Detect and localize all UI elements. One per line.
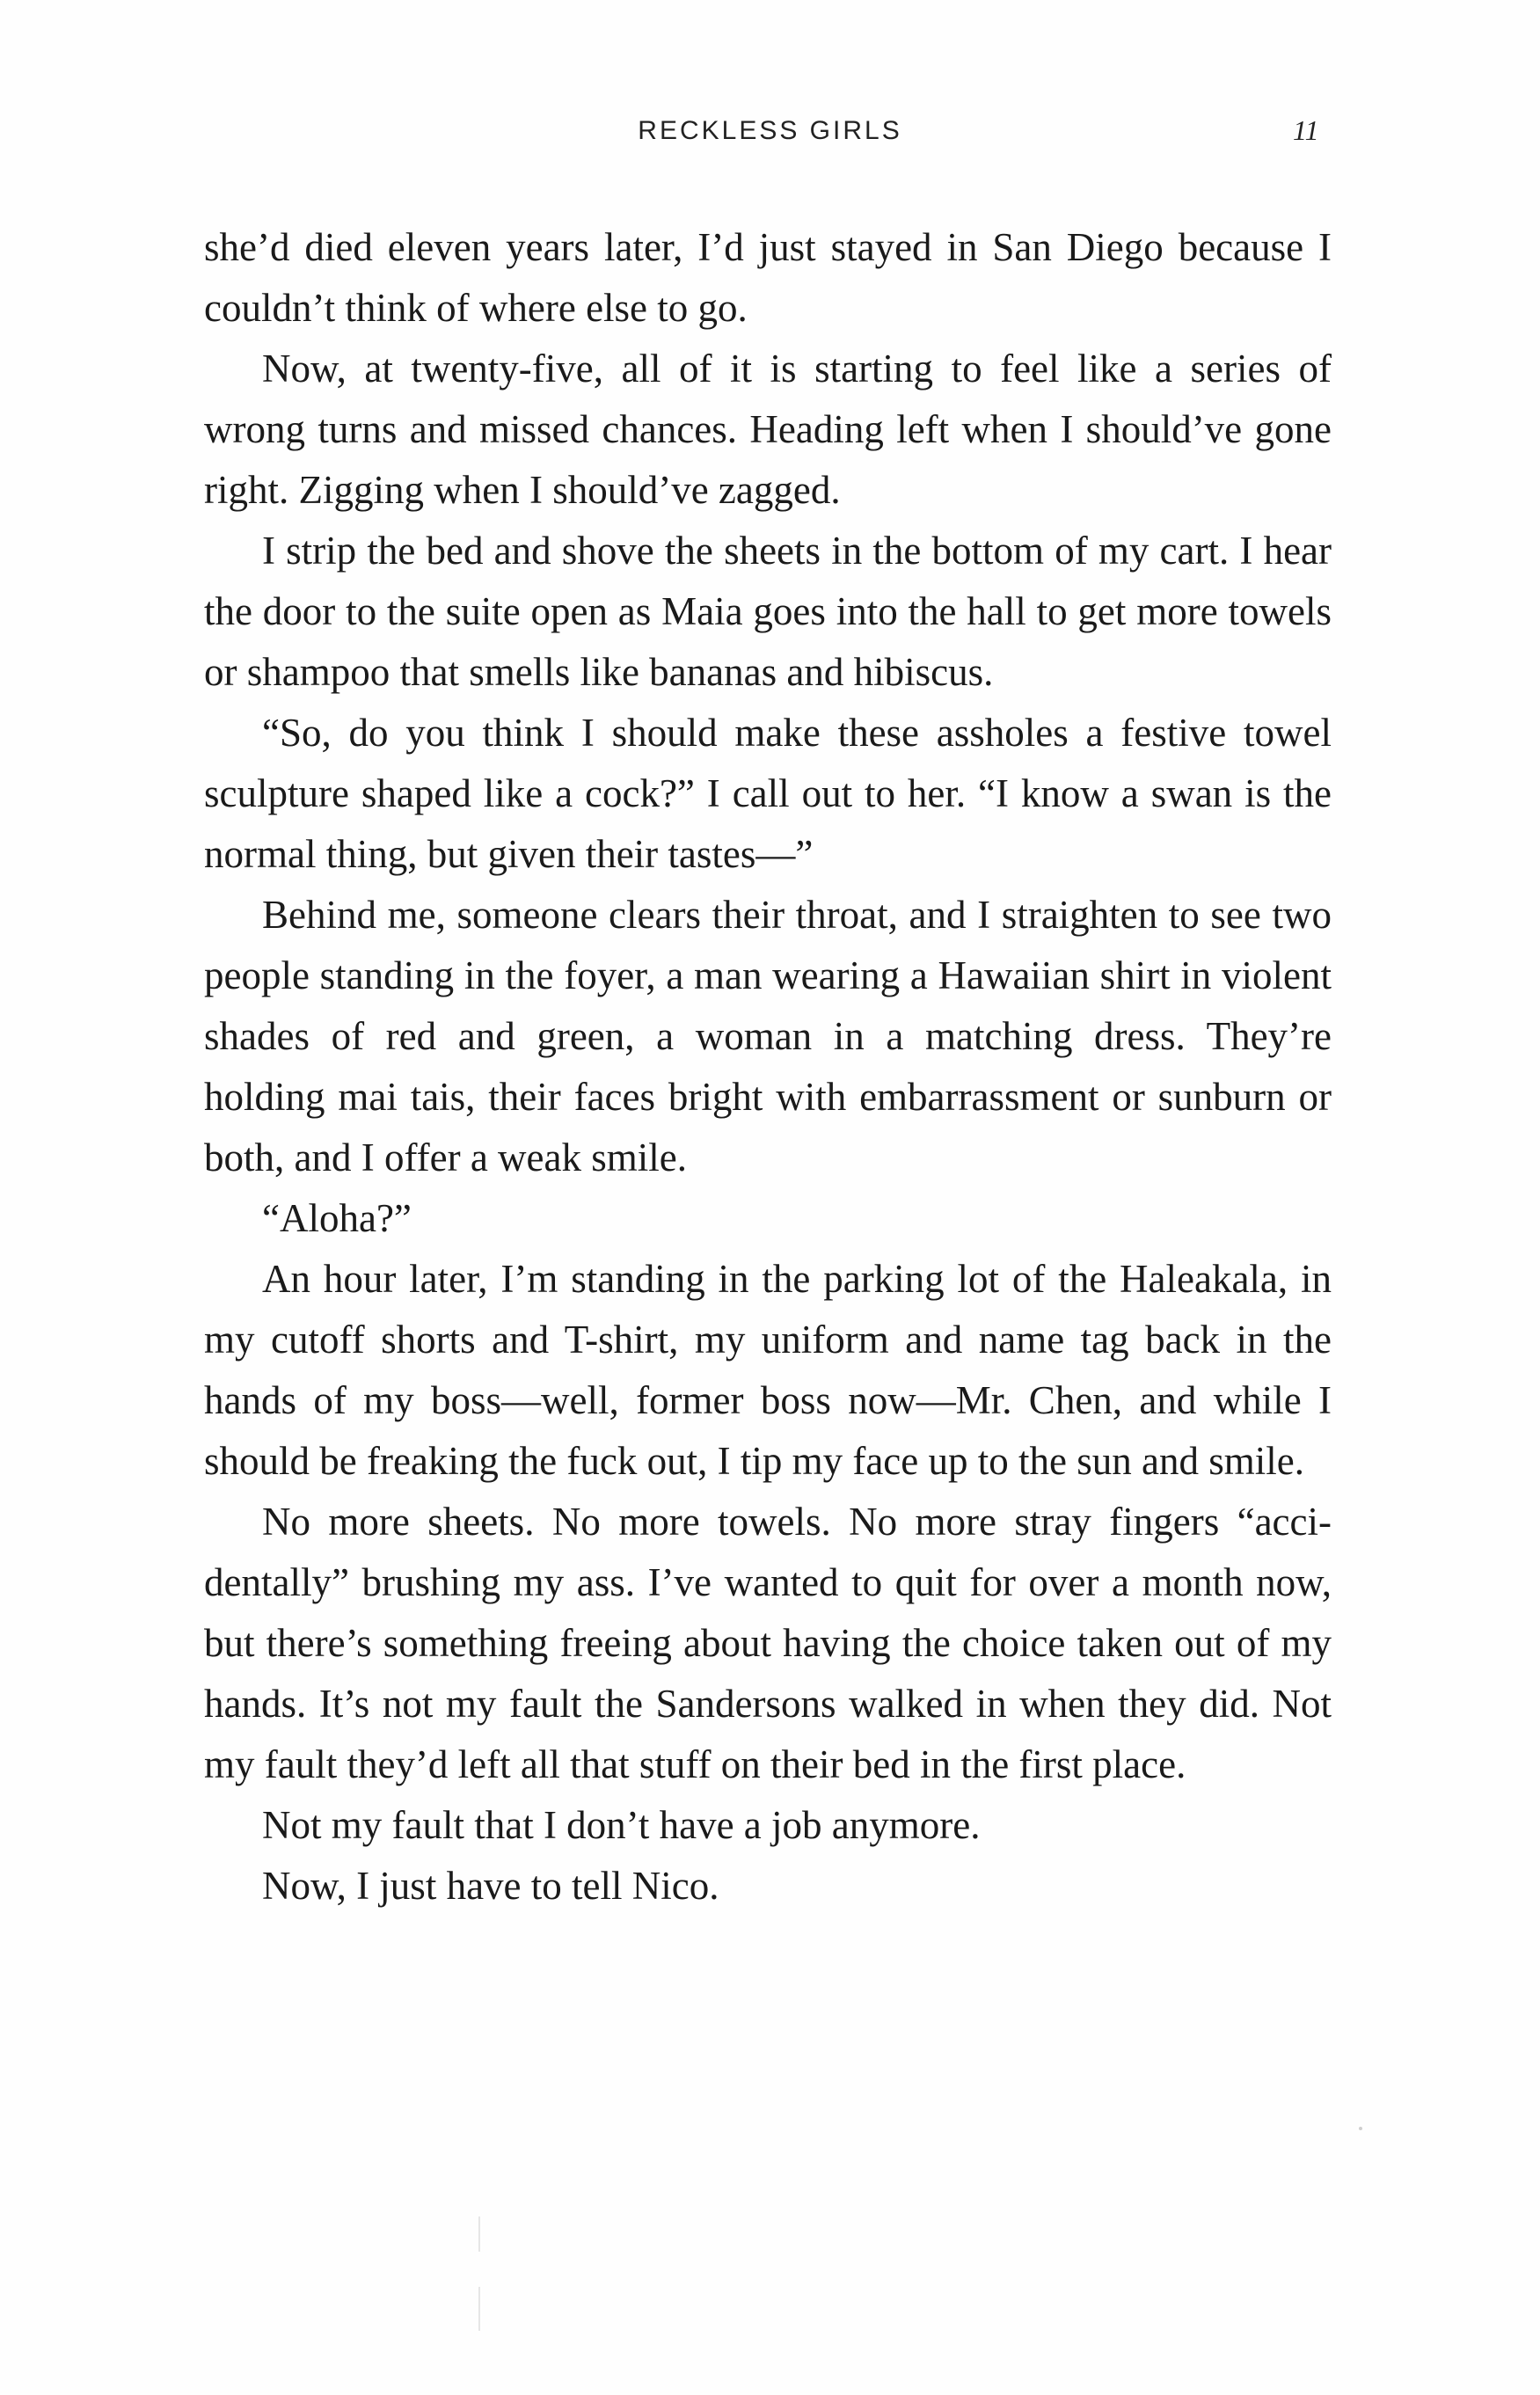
paragraph: Behind me, someone clears their throat, and I straighten to see two people standing in the foyer, a man wearing a Hawaiian shirt in violent shades of red and green, a woman in a matching dress. They’re holding mai tais, their faces bright with embarrassment or sunburn or both, and I offer a weak smile. bbox=[204, 893, 1332, 1179]
paragraph: “So, do you think I should make these assholes a festive towel sculpture shaped like a cock?” I call out to her. “I know a swan is the normal thing, but given their tastes—” bbox=[204, 711, 1332, 876]
scan-artifact-line bbox=[478, 2216, 480, 2252]
body-text bbox=[204, 217, 1332, 1917]
page-number: 11 bbox=[1293, 114, 1319, 146]
paragraph: Now, I just have to tell Nico. bbox=[262, 1864, 719, 1908]
paragraph: Now, at twenty-five, all of it is starting to feel like a series of wrong turns and missed chances. Heading left when I should’ve gone right. Zigging when I should’ve zagged. bbox=[204, 347, 1332, 512]
paragraph: No more sheets. No more towels. No more stray fingers “accidentally” brushing my ass. I’ve wanted to quit for over a month now, but there’s something freeing about having the choice taken out of my hands. It’s not my fault the Sandersons walked in when they did. Not my fault they’d left all that stuff on their bed in the first place. bbox=[204, 1500, 1332, 1786]
scan-artifact-line bbox=[478, 2287, 480, 2331]
paragraph: “Aloha?” bbox=[262, 1196, 412, 1240]
scan-artifact-dot bbox=[1359, 2127, 1362, 2130]
running-head-title: RECKLESS GIRLS bbox=[638, 116, 902, 145]
paragraph: I strip the bed and shove the sheets in the bottom of my cart. I hear the door to the suite open as Maia goes into the hall to get more towels or shampoo that smells like bananas and hibiscus. bbox=[204, 529, 1332, 694]
paragraph: Not my fault that I don’t have a job anymore. bbox=[262, 1803, 981, 1847]
paragraph: she’d died eleven years later, I’d just stayed in San Diego because I couldn’t think of where else to go. bbox=[204, 225, 1332, 330]
paragraph: An hour later, I’m standing in the parking lot of the Haleakala, in my cutoff shorts and T-shirt, my uniform and name tag back in the hands of my boss—well, former boss now—Mr. Chen, and while I should be freaking the fuck out, I tip my face up to the sun and smile. bbox=[204, 1257, 1332, 1483]
